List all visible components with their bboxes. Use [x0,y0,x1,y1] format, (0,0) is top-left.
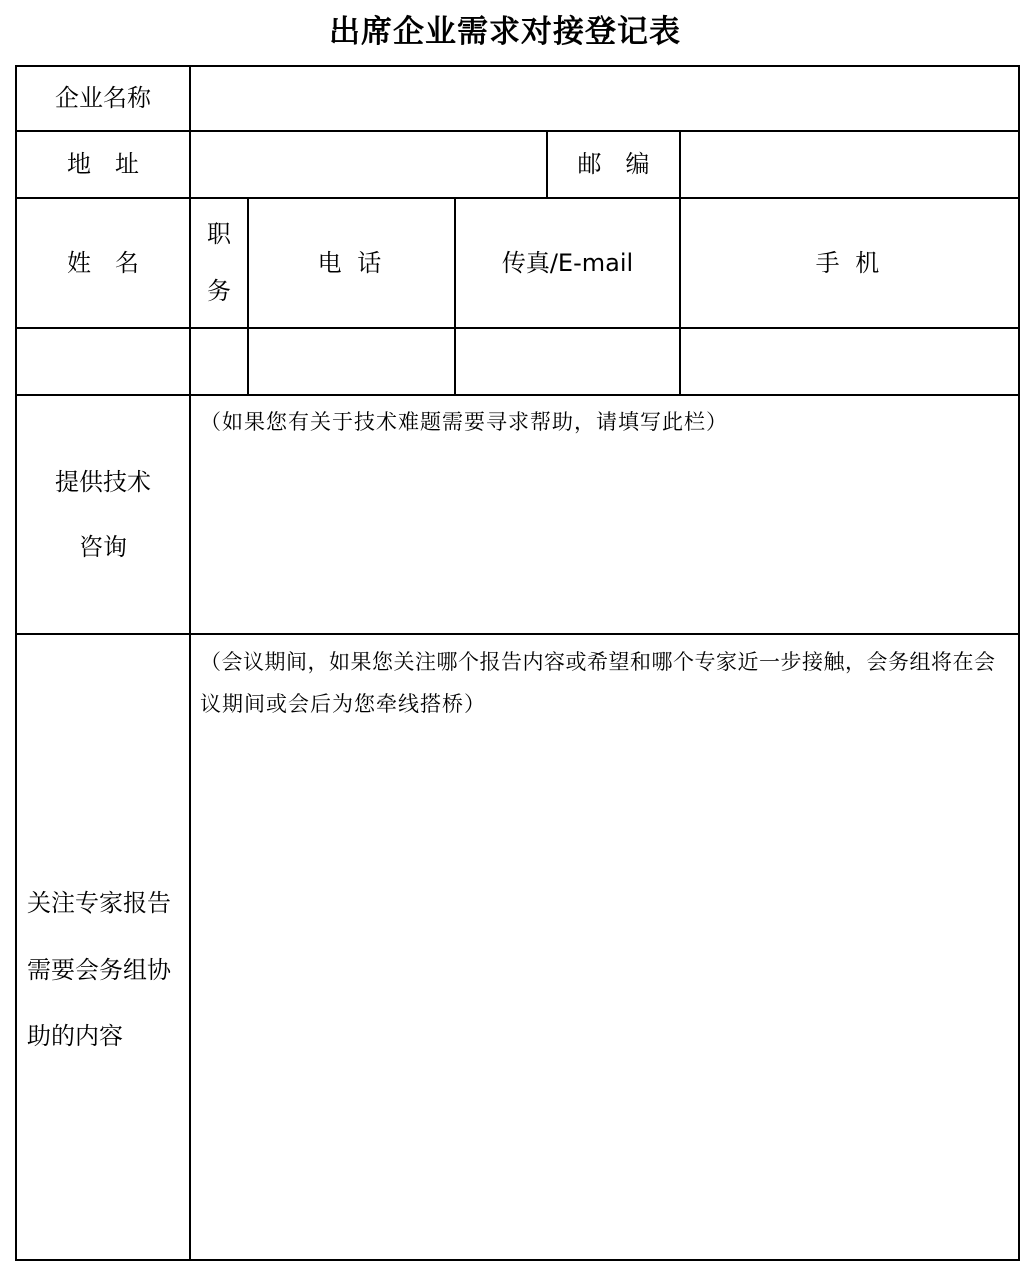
position-label-line1: 职 [207,220,231,249]
position-label [191,199,247,327]
expert-report-label-line2: 需要会务组协 [27,955,171,984]
position-label-line2: 务 [207,277,231,305]
tech-consult-label-line2: 咨询 [79,532,127,561]
expert-report-label-line1: 关注专家报告 [27,888,171,917]
address-label: 地 址 [67,150,139,179]
name-field[interactable] [17,329,189,394]
tech-consult-label-line1: 提供技术 [55,467,151,496]
postcode-field[interactable] [681,132,1018,197]
fax-email-label: 传真/E-mail [501,248,634,277]
tech-consult-note: （如果您有关于技术难题需要寻求帮助，请填写此栏） [200,410,728,434]
mobile-label: 手 机 [815,248,884,277]
tech-consult-label [17,396,189,633]
expert-report-note-line2: 议期间或会后为您牵线搭桥） [200,692,486,716]
expert-report-note-line1: （会议期间，如果您关注哪个报告内容或希望和哪个专家近一步接触，会务组将在会 [200,650,996,674]
expert-report-field[interactable] [191,730,1018,1259]
fax-email-field[interactable] [456,329,679,394]
company-name-label: 企业名称 [55,84,151,113]
address-field[interactable] [191,132,546,197]
name-label: 姓 名 [67,248,139,277]
mobile-field[interactable] [681,329,1018,394]
postcode-label: 邮 编 [577,150,650,179]
company-name-field[interactable] [191,67,1018,130]
expert-report-label-line3: 助的内容 [27,1022,123,1051]
tech-consult-field[interactable] [191,445,1018,633]
phone-label: 电 话 [317,248,386,277]
position-field[interactable] [191,329,247,394]
phone-field[interactable] [249,329,454,394]
expert-report-label [17,635,189,1259]
page-title: 出席企业需求对接登记表 [329,14,681,50]
